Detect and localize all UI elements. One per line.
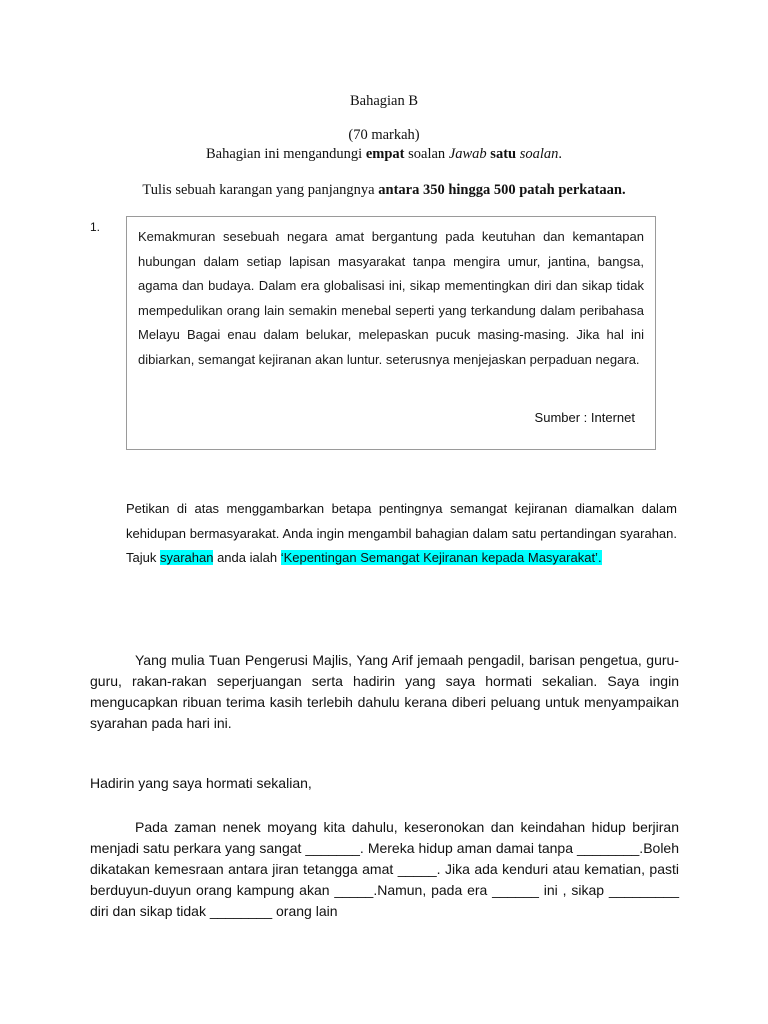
question-number: 1. [90,220,101,234]
essay-cloze-paragraph [90,817,679,922]
intro-answer-word: Jawab [448,146,487,162]
highlight-title: ‘Kepentingan Semangat Kejiranan kepada Masyarakat’. [280,550,602,565]
instruction [0,182,768,199]
essay-opening-paragraph [90,650,679,734]
section-heading: Bahagian B [349,93,419,109]
essay-opening-text: Yang mulia Tuan Pengerusi Majlis, Yang Arif jemaah pengadil, barisan pengetua, guru-guru, rakan-rakan seperjuangan serta hadirin yang saya hormati sekalian. Saya ingin mengucapkan ribuan terima kasih terlebih dahulu kerana diberi peluang untuk menyampaikan syarahan pada hari ini. [90,652,679,731]
passage-box [126,216,656,450]
prompt-text-mid: anda ialah [213,550,281,565]
intro-text-mid: soalan [404,146,449,162]
prompt-text: Petikan di atas menggambarkan betapa pentingnya semangat kejiranan diamalkan dalam kehidupan bermasyarakat. Anda ingin mengambil bahagian dalam satu pertandingan syarahan. Tajuk [126,501,677,565]
question-prompt [126,497,677,571]
instruction-word-count: antara 350 hingga 500 patah perkataan. [378,182,626,198]
essay-greeting: Hadirin yang saya hormati sekalian, [90,775,312,791]
passage-text: Kemakmuran sesebuah negara amat bergantung pada keutuhan dan kemantapan hubungan dalam setiap lapisan masyarakat tanpa mengira umur, jantina, bangsa, agama dan budaya. Dalam era globalisasi ini, sikap mementingkan diri dan sikap tidak mempedulikan orang lain semakin menebal seperti yang terkandung dalam peribahasa Melayu Bagai enau dalam belukar, melepaskan pucuk masing-masing. Jika hal ini dibiarkan, semangat kejiranan akan luntur. seterusnya menjejaskan perpaduan negara. [138,229,644,367]
intro-count: empat [365,146,405,162]
passage-source: Sumber : Internet [534,410,635,425]
intro-question-word: soalan [519,146,559,162]
section-intro: Bahagian ini mengandungi empat soalan Jawab satu soalan. [205,146,563,162]
intro-one-word: satu [490,146,517,162]
intro-text: Bahagian ini mengandungi [205,146,366,162]
essay-cloze-text: Pada zaman nenek moyang kita dahulu, keseronokan dan keindahan hidup berjiran menjadi satu perkara yang sangat _______. Mereka hidup aman damai tanpa ________.Boleh dikatakan kemesraan antara jiran tetangga amat _____. Jika ada kenduri atau kematian, pasti berduyun-duyun orang kampung akan _____.Namun, pada era ______ ini , sikap _________ diri dan sikap tidak ________ orang lain [90,819,679,919]
highlight-speech: syarahan [159,550,214,565]
instruction-text: Tulis sebuah karangan yang panjangnya [142,182,379,198]
marks-label: (70 markah) [348,127,420,143]
